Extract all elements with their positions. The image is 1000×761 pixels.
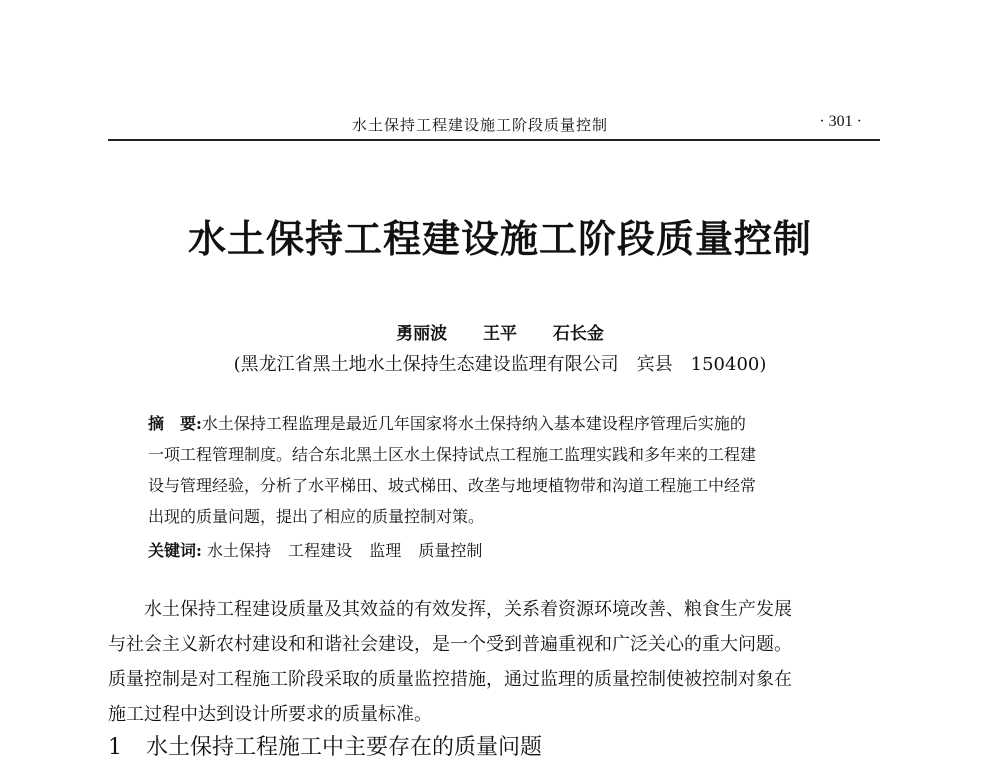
abstract-line: 一项工程管理制度。结合东北黑土区水土保持试点工程施工监理实践和多年来的工程建 bbox=[148, 445, 757, 464]
abstract-label: 摘 要: bbox=[148, 414, 202, 433]
running-title: 水土保持工程建设施工阶段质量控制 bbox=[352, 116, 609, 134]
keywords-label: 关键词: bbox=[148, 541, 202, 560]
abstract-text: 水土保持工程监理是最近几年国家将水土保持纳入基本建设程序管理后实施的 bbox=[201, 414, 746, 433]
section-heading bbox=[108, 730, 808, 761]
abstract-line: 设与管理经验，分析了水平梯田、坡式梯田、改垄与地埂植物带和沟道工程施工中经常 bbox=[148, 476, 757, 495]
running-header bbox=[108, 112, 880, 138]
abstract-block bbox=[148, 408, 843, 566]
body-line: 质量控制是对工程施工阶段采取的质量监控措施，通过监理的质量控制使被控制对象在 bbox=[108, 669, 792, 690]
paper-title: 水土保持工程建设施工阶段质量控制 bbox=[187, 216, 812, 261]
body-line: 与社会主义新农村建设和和谐社会建设，是一个受到普遍重视和广泛关心的重大问题。 bbox=[108, 634, 792, 655]
author-affiliation: (黑龙江省黑土地水土保持生态建设监理有限公司 宾县 150400) bbox=[233, 354, 767, 375]
author-list bbox=[0, 319, 1000, 344]
page-number: · 301 · bbox=[819, 113, 862, 130]
abstract-line bbox=[148, 408, 843, 439]
keyword: 监理 bbox=[369, 541, 402, 560]
author-name: 石长金 bbox=[552, 324, 604, 344]
section-number: 1 bbox=[108, 735, 122, 760]
header-rule bbox=[108, 139, 880, 141]
author-name: 王平 bbox=[483, 324, 517, 344]
keyword: 工程建设 bbox=[288, 541, 353, 560]
section-title: 水土保持工程施工中主要存在的质量问题 bbox=[146, 735, 543, 760]
body-line: 水土保持工程建设质量及其效益的有效发挥，关系着资源环境改善、粮食生产发展 bbox=[144, 599, 792, 620]
body-line: 施工过程中达到设计所要求的质量标准。 bbox=[108, 704, 432, 725]
body-paragraph bbox=[108, 592, 898, 732]
keywords-line bbox=[148, 535, 843, 566]
keyword: 水土保持 bbox=[207, 541, 272, 560]
keyword: 质量控制 bbox=[418, 541, 483, 560]
author-name: 勇丽波 bbox=[396, 324, 448, 344]
abstract-line: 出现的质量问题，提出了相应的质量控制对策。 bbox=[148, 507, 485, 526]
